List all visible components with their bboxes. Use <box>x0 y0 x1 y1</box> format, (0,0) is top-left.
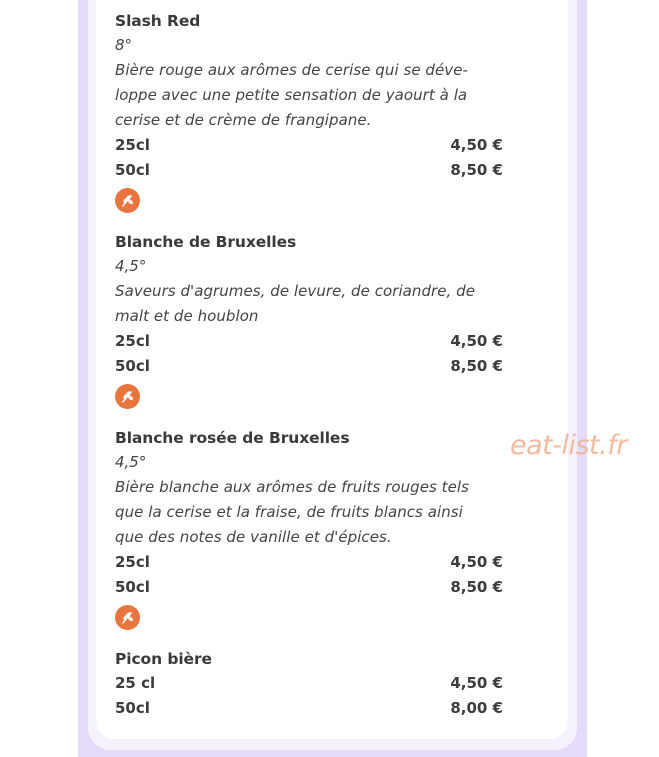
item-description <box>115 279 503 329</box>
wheat-icon <box>115 605 140 630</box>
description-line: loppe avec une petite sensation de yaourt à la <box>115 86 468 104</box>
menu-item-slash-red <box>115 9 503 213</box>
size-label: 25cl <box>115 553 150 571</box>
description-line: Saveurs d'agrumes, de levure, de coriandre, de <box>115 282 476 300</box>
item-name: Slash Red <box>115 12 201 30</box>
description-line: Bière rouge aux arômes de cerise qui se déve- <box>115 61 468 79</box>
item-name: Picon bière <box>115 650 212 668</box>
price-row <box>115 133 503 158</box>
description-line: que la cerise et la fraise, de fruits blancs ainsi <box>115 503 463 521</box>
price-row <box>115 550 503 575</box>
size-label: 50cl <box>115 357 150 375</box>
item-description <box>115 58 503 133</box>
price-row <box>115 696 503 721</box>
price-row <box>115 671 503 696</box>
item-degree: 4,5° <box>115 453 147 471</box>
watermark: eat-list.fr <box>510 430 627 461</box>
wheat-icon <box>115 188 140 213</box>
description-line: Bière blanche aux arômes de fruits rouges tels <box>115 478 469 496</box>
price-value: 8,50 € <box>450 161 503 179</box>
item-description <box>115 475 503 550</box>
wheat-icon <box>115 384 140 409</box>
item-degree: 8° <box>115 36 133 54</box>
item-name: Blanche de Bruxelles <box>115 233 297 251</box>
size-label: 25cl <box>115 332 150 350</box>
description-line: que des notes de vanille et d'épices. <box>115 528 392 546</box>
size-label: 25 cl <box>115 674 156 692</box>
menu-item-blanche-de-bruxelles <box>115 230 503 409</box>
price-value: 4,50 € <box>450 553 503 571</box>
price-value: 4,50 € <box>450 136 503 154</box>
size-label: 50cl <box>115 699 150 717</box>
price-value: 4,50 € <box>450 332 503 350</box>
menu-item-picon-biere <box>115 647 503 721</box>
price-row <box>115 329 503 354</box>
beer-menu <box>115 9 503 721</box>
size-label: 50cl <box>115 161 150 179</box>
price-value: 8,00 € <box>450 699 503 717</box>
price-value: 8,50 € <box>450 357 503 375</box>
price-row <box>115 158 503 183</box>
price-value: 4,50 € <box>450 674 503 692</box>
size-label: 25cl <box>115 136 150 154</box>
price-value: 8,50 € <box>450 578 503 596</box>
description-line: cerise et de crème de frangipane. <box>115 111 372 129</box>
size-label: 50cl <box>115 578 150 596</box>
price-row <box>115 575 503 600</box>
description-line: malt et de houblon <box>115 307 259 325</box>
item-degree: 4,5° <box>115 257 147 275</box>
item-name: Blanche rosée de Bruxelles <box>115 429 350 447</box>
menu-item-blanche-rosee-de-bruxelles <box>115 426 503 630</box>
price-row <box>115 354 503 379</box>
